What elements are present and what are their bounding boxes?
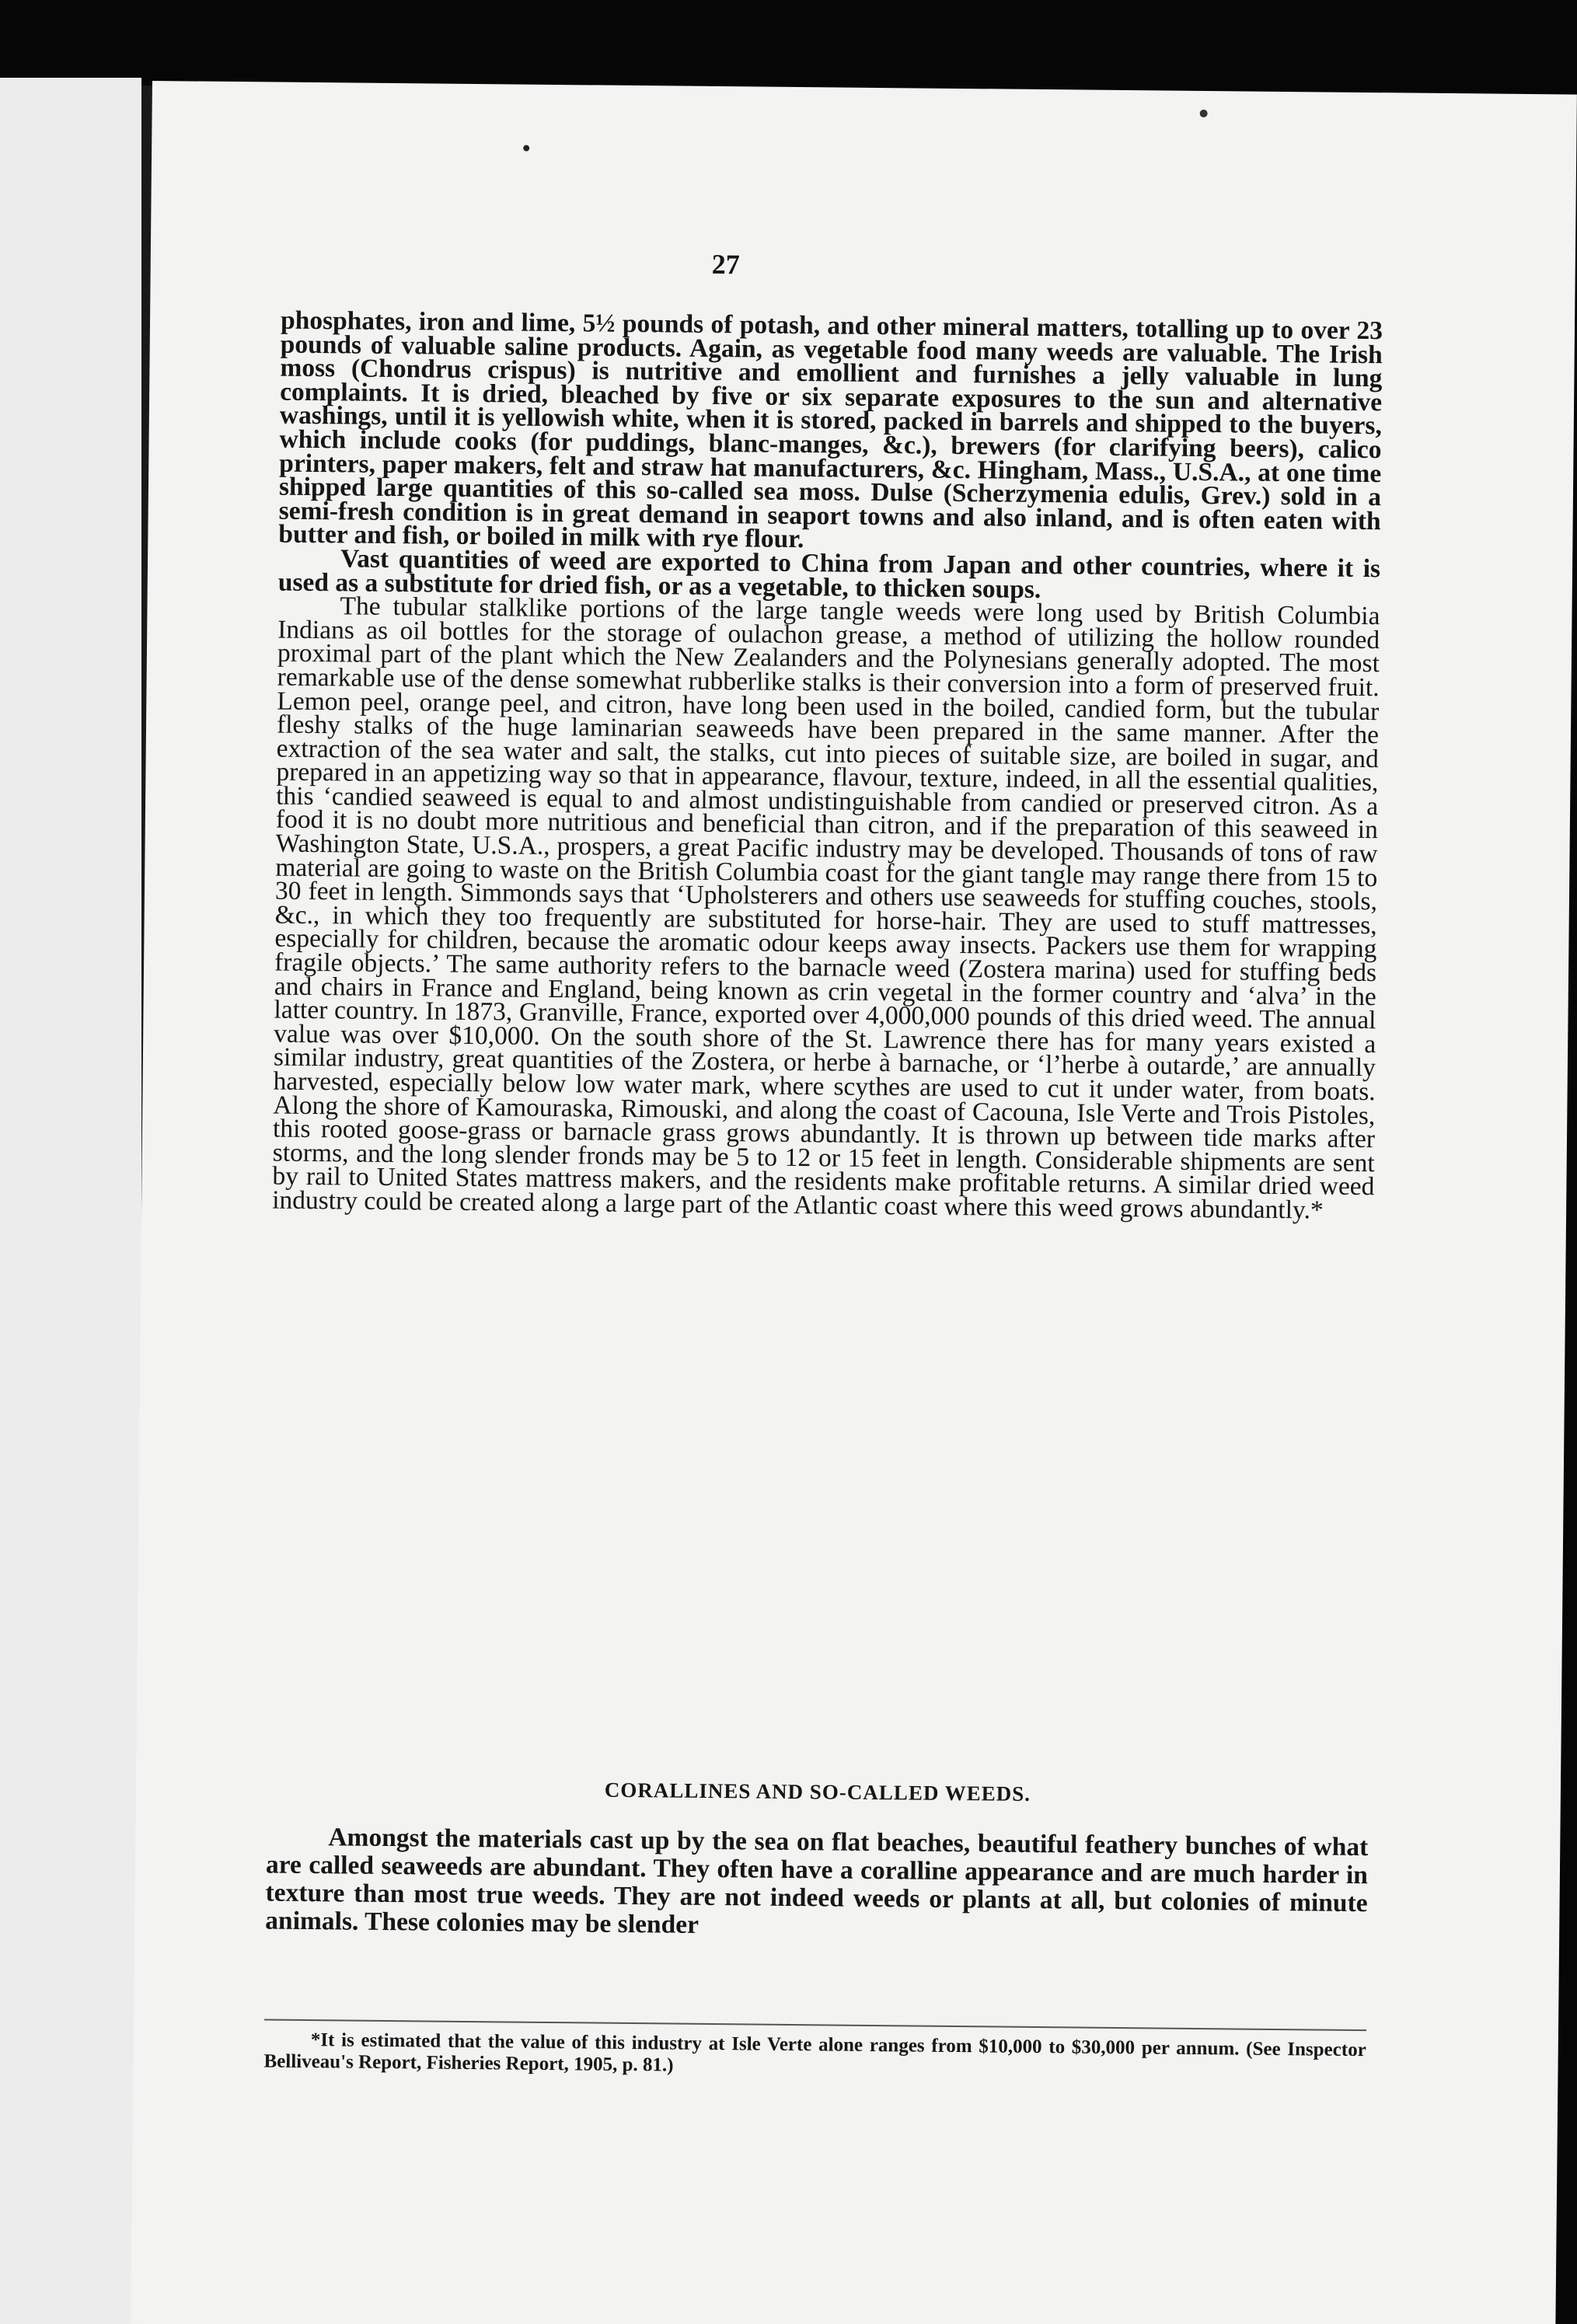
paragraph: Vast quantities of weed are exported to China from Japan and other countries, where it is used as a substitute for dried fish, or as a vegetable, to thicken soups. (277, 544, 1381, 604)
facing-page-edge (0, 78, 141, 2324)
paragraph: Amongst the materials cast up by the sea on flat beaches, beautiful feathery bunches of what are called seaweeds are abundant. They often have a coralline appearance and are much harder in texture than most true weeds. They are not indeed weeds or plants at all, but colonies of minute animals. These colonies may be slender (265, 1823, 1369, 1939)
section-body (265, 1823, 1368, 1946)
ink-speck (523, 145, 529, 152)
section-heading: CORALLINES AND SO-CALLED WEEDS. (604, 1778, 1031, 1806)
paragraph: phosphates, iron and lime, 5½ pounds of potash, and other mineral matters, totalling up to over 23 pounds of valuable saline products. Again, as vegetable food many weeds are valuable. The Irish moss (Chondrus crispus) is nutritive and emollient and furnishes a jelly valuable in lung complaints. It is dried, bleached by five or six separate exposures to the sun and alternative washings, until it is yellowish white, when it is stored, packed in barrels and shipped to the buyers, which include cooks (for puddings, blanc-manges, &c.), brewers (for clarifying beers), calico printers, paper makers, felt and straw hat manufacturers, &c. Hingham, Mass., U.S.A., at one time shipped large quantities of this so-called sea moss. Dulse (Scherzymenia edulis, Grev.) sold in a semi-fresh condition is in great demand in seaport towns and also inland, and is often eaten with butter and fish, or boiled in milk with rye flour. (278, 305, 1383, 554)
book-page (131, 81, 1577, 2324)
footnote-text: *It is estimated that the value of this industry at Isle Verte alone ranges from $10,000 to $30,000 per annum. (See Inspector Belliveau's Report, Fisheries Report, 1905, p. 81.) (263, 2029, 1366, 2076)
footnote-rule (264, 2019, 1366, 2031)
page-number: 27 (711, 248, 740, 281)
paragraph: The tubular stalklike portions of the large tangle weeds were long used by British Columbia Indians as oil bottles for the storage of oulachon grease, a method of utilizing the hollow rounded proximal part of the plant which the New Zealanders and the Polynesians generally adopted. The most remarkable use of the dense somewhat rubberlike stalks is their conversion into a form of preserved fruit. Lemon peel, orange peel, and citron, have long been used in the boiled, candied form, but the tubular fleshy stalks of the huge laminarian seaweeds have been prepared in the same manner. After the extraction of the sea water and salt, the stalks, cut into pieces of suitable size, are boiled in sugar, and prepared in an appetizing way so that in appearance, flavour, texture, indeed, in all the essential qualities, this ‘candied seaweed is equal to and almost undistinguishable from candied or preserved citron. As a food it is no doubt more nutritious and beneficial than citron, and if the preparation of this seaweed in Washington State, U.S.A., prospers, a great Pacific industry may be developed. Thousands of tons of raw material are going to waste on the British Columbia coast for the giant tangle may range there from 15 to 30 feet in length. Simmonds says that ‘Upholsterers and others use seaweeds for stuffing couches, stools, &c., in which they too frequently are substituted for horse-hair. They are used to stuff mattresses, especially for children, because the aromatic odour keeps away insects. Packers use them for wrapping fragile objects.’ The same authority refers to the barnacle weed (Zostera marina) used for stuffing beds and chairs in France and England, being known as crin vegetal in the former country and ‘alva’ in the latter country. In 1873, Granville, France, exported over 4,000,000 pounds of this dried weed. The annual value was over $10,000. On the south shore of the St. Lawrence there has for many years existed a similar industry, great quantities of the Zostera, or herbe à barnache, or ‘l’herbe à outarde,’ are annually harvested, especially below low water mark, where scythes are used to cut it under water, from boats. Along the shore of Kamouraska, Rimouski, and along the coast of Cacouna, Isle Verte and Trois Pistoles, this rooted goose-grass or barnacle grass grows abundantly. It is thrown up between tide marks after storms, and the long slender fronds may be 5 to 12 or 15 feet in length. Considerable shipments are sent by rail to United States mattress makers, and the residents make profitable returns. A similar dried weed industry could be created along a large part of the Atlantic coast where this weed grows abundantly.* (272, 591, 1380, 1225)
footnote (263, 2029, 1366, 2083)
ink-speck (1200, 110, 1208, 117)
body-text (272, 305, 1383, 1225)
